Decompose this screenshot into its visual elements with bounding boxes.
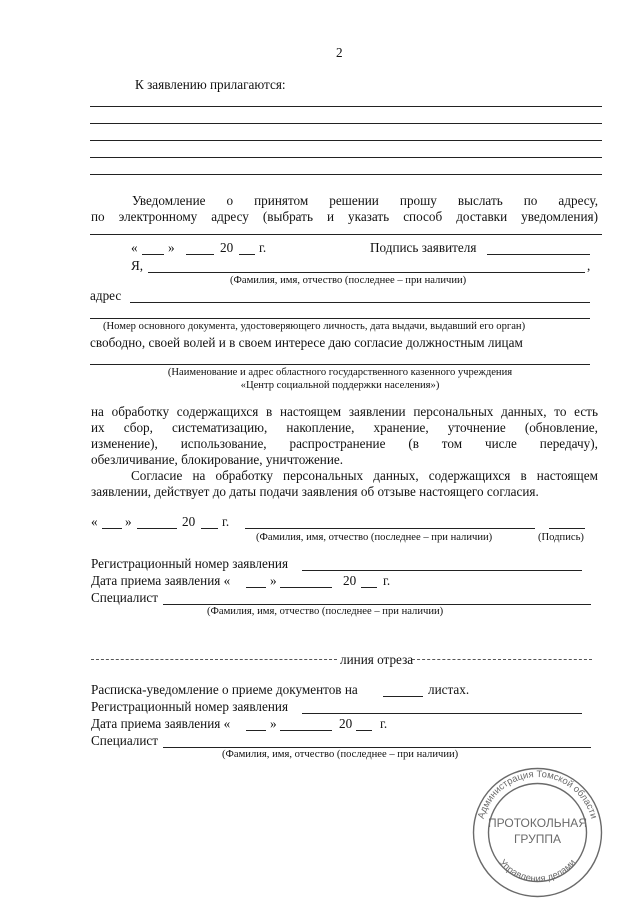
day-field[interactable] xyxy=(142,254,164,255)
word: передачу), xyxy=(539,436,598,451)
word: данных, xyxy=(501,404,547,419)
word: на xyxy=(192,468,206,483)
word: в xyxy=(266,404,273,419)
date-close-quote: » xyxy=(168,240,175,255)
reg-number-label: Регистрационный номер заявления xyxy=(91,556,289,571)
sign-date-close-quote: » xyxy=(125,514,132,529)
institution-caption-2: «Центр социальной поддержки населения») xyxy=(240,380,440,391)
reg-date-label: Дата приема заявления « xyxy=(91,573,231,588)
document-caption: (Номер основного документа, удостоверяющего личность, дата выдачи, выдавший его орган) xyxy=(103,321,526,332)
receipt-reg-number-label: Регистрационный номер заявления xyxy=(91,699,289,714)
reg-day-field[interactable] xyxy=(246,587,266,588)
receipt-date-close-quote: » xyxy=(270,716,277,731)
delivery-method-line[interactable] xyxy=(90,234,602,235)
receipt-specialist-label: Специалист xyxy=(91,733,159,748)
processing-line-1 xyxy=(91,404,598,420)
receipt-year-prefix: 20 xyxy=(339,716,353,731)
word: числе xyxy=(484,436,517,451)
word: адресу, xyxy=(558,193,598,208)
institution-caption-1: (Наименование и адрес областного государственного казенного учреждения xyxy=(167,367,513,378)
notification-line-2 xyxy=(91,209,598,225)
stamp-ring-bottom-text: Управления делами xyxy=(496,857,579,885)
stamp-center-line-1: ПРОТОКОЛЬНАЯ xyxy=(488,816,587,830)
attachment-line-5[interactable] xyxy=(90,174,602,175)
word: содержащихся xyxy=(428,468,511,483)
i-label: Я, xyxy=(131,258,144,273)
cut-line-right xyxy=(412,659,592,660)
word: уточнение xyxy=(447,420,506,435)
specialist-label: Специалист xyxy=(91,590,159,605)
word: Уведомление xyxy=(132,193,206,208)
consent-signature-field[interactable] xyxy=(549,528,585,529)
word: и xyxy=(326,209,335,224)
word: изменение), xyxy=(91,436,158,451)
attachment-line-3[interactable] xyxy=(90,140,602,141)
fio-field[interactable] xyxy=(148,272,585,273)
word: накопление, xyxy=(286,420,355,435)
word: систематизацию, xyxy=(172,420,268,435)
address-field[interactable] xyxy=(130,302,590,303)
word: доставки xyxy=(456,209,508,224)
validity-line-2: заявлении, действует до даты подачи заявления об отзыве настоящего согласия. xyxy=(91,484,539,499)
year-field[interactable] xyxy=(239,254,255,255)
identity-document-field[interactable] xyxy=(90,318,590,319)
applicant-signature-field[interactable] xyxy=(487,254,590,255)
word: способ xyxy=(403,209,443,224)
attachment-line-4[interactable] xyxy=(90,157,602,158)
word: хранение, xyxy=(373,420,429,435)
word: прошу xyxy=(399,193,437,208)
receipt-date-label: Дата приема заявления « xyxy=(91,716,231,731)
word: персональных xyxy=(413,404,494,419)
attachment-line-2[interactable] xyxy=(90,123,602,124)
word: принятом xyxy=(254,193,309,208)
sign-year-field[interactable] xyxy=(201,528,218,529)
word: о xyxy=(226,193,234,208)
consent-line: свободно, своей волей и в своем интересе даю согласие должностным лицам xyxy=(90,335,523,350)
signature-caption: (Подпись) xyxy=(538,532,584,543)
receipt-reg-number-field[interactable] xyxy=(302,713,582,714)
stamp-center-line-2: ГРУППА xyxy=(513,832,562,846)
year-prefix: 20 xyxy=(220,240,234,255)
word: распространение xyxy=(289,436,386,451)
signature-label: Подпись заявителя xyxy=(370,240,477,255)
word: персональных xyxy=(283,468,364,483)
word: обработку xyxy=(111,404,170,419)
word: уведомления) xyxy=(521,209,598,224)
receipt-label-end: листах. xyxy=(428,682,470,697)
sign-day-field[interactable] xyxy=(102,528,122,529)
attachment-line-1[interactable] xyxy=(90,106,602,107)
sign-year-prefix: 20 xyxy=(182,514,196,529)
word: сбор, xyxy=(123,420,153,435)
receipt-day-field[interactable] xyxy=(246,730,266,731)
processing-line-2 xyxy=(91,420,598,436)
word: есть xyxy=(574,404,598,419)
institution-field[interactable] xyxy=(90,364,590,365)
reg-year-field[interactable] xyxy=(361,587,377,588)
word: настоящем xyxy=(536,468,598,483)
sheets-count-field[interactable] xyxy=(383,696,423,697)
reg-number-field[interactable] xyxy=(302,570,582,571)
cut-line-left xyxy=(91,659,337,660)
word: то xyxy=(554,404,567,419)
reg-date-close-quote: » xyxy=(270,573,277,588)
word: указать xyxy=(348,209,390,224)
word: в xyxy=(520,468,527,483)
word: настоящем xyxy=(279,404,342,419)
word: (выбрать xyxy=(262,209,313,224)
page-number: 2 xyxy=(336,45,343,60)
attachments-label: К заявлению прилагаются: xyxy=(135,77,286,92)
word: использование, xyxy=(180,436,267,451)
word: заявлении xyxy=(348,404,406,419)
sign-date-open-quote: « xyxy=(91,514,98,529)
sign-month-field[interactable] xyxy=(137,528,177,529)
word: их xyxy=(91,420,105,435)
word: Согласие xyxy=(131,468,183,483)
word: том xyxy=(441,436,463,451)
word: адресу xyxy=(211,209,249,224)
month-field[interactable] xyxy=(186,254,214,255)
word: (в xyxy=(408,436,419,451)
consent-fio-caption: (Фамилия, имя, отчество (последнее – при наличии) xyxy=(256,532,493,543)
word: выслать xyxy=(457,193,503,208)
notification-line-1 xyxy=(132,193,598,209)
receipt-label-start: Расписка-уведомление о приеме документов на xyxy=(91,682,358,697)
word: (обновление, xyxy=(524,420,598,435)
word: обработку xyxy=(215,468,273,483)
processing-line-4: обезличивание, блокирование, уничтожение. xyxy=(91,452,344,467)
cut-line-label: линия отреза xyxy=(340,652,414,667)
consent-fio-field[interactable] xyxy=(245,528,535,529)
word: данных, xyxy=(373,468,419,483)
fio-caption: (Фамилия, имя, отчество (последнее – при наличии) xyxy=(230,275,467,286)
word: на xyxy=(91,404,104,419)
word: решении xyxy=(329,193,379,208)
receipt-year-field[interactable] xyxy=(356,730,372,731)
receipt-fio-caption: (Фамилия, имя, отчество (последнее – при наличии) xyxy=(222,749,459,760)
receipt-month-field[interactable] xyxy=(280,730,332,731)
year-suffix: г. xyxy=(259,240,267,255)
official-stamp xyxy=(470,765,605,900)
word: содержащихся xyxy=(176,404,259,419)
validity-line-1 xyxy=(131,468,598,484)
processing-line-3 xyxy=(91,436,598,452)
date-open-quote: « xyxy=(131,240,138,255)
receipt-year-suffix: г. xyxy=(380,716,388,731)
reg-year-suffix: г. xyxy=(383,573,391,588)
reg-month-field[interactable] xyxy=(280,587,332,588)
word: по xyxy=(523,193,538,208)
word: по xyxy=(91,209,105,224)
stamp-ring-top-text: Администрация Томской области xyxy=(475,768,600,821)
address-label: адрес xyxy=(90,288,122,303)
reg-year-prefix: 20 xyxy=(343,573,357,588)
specialist-fio-caption: (Фамилия, имя, отчество (последнее – при наличии) xyxy=(207,606,444,617)
word: электронному xyxy=(118,209,198,224)
sign-year-suffix: г. xyxy=(222,514,230,529)
